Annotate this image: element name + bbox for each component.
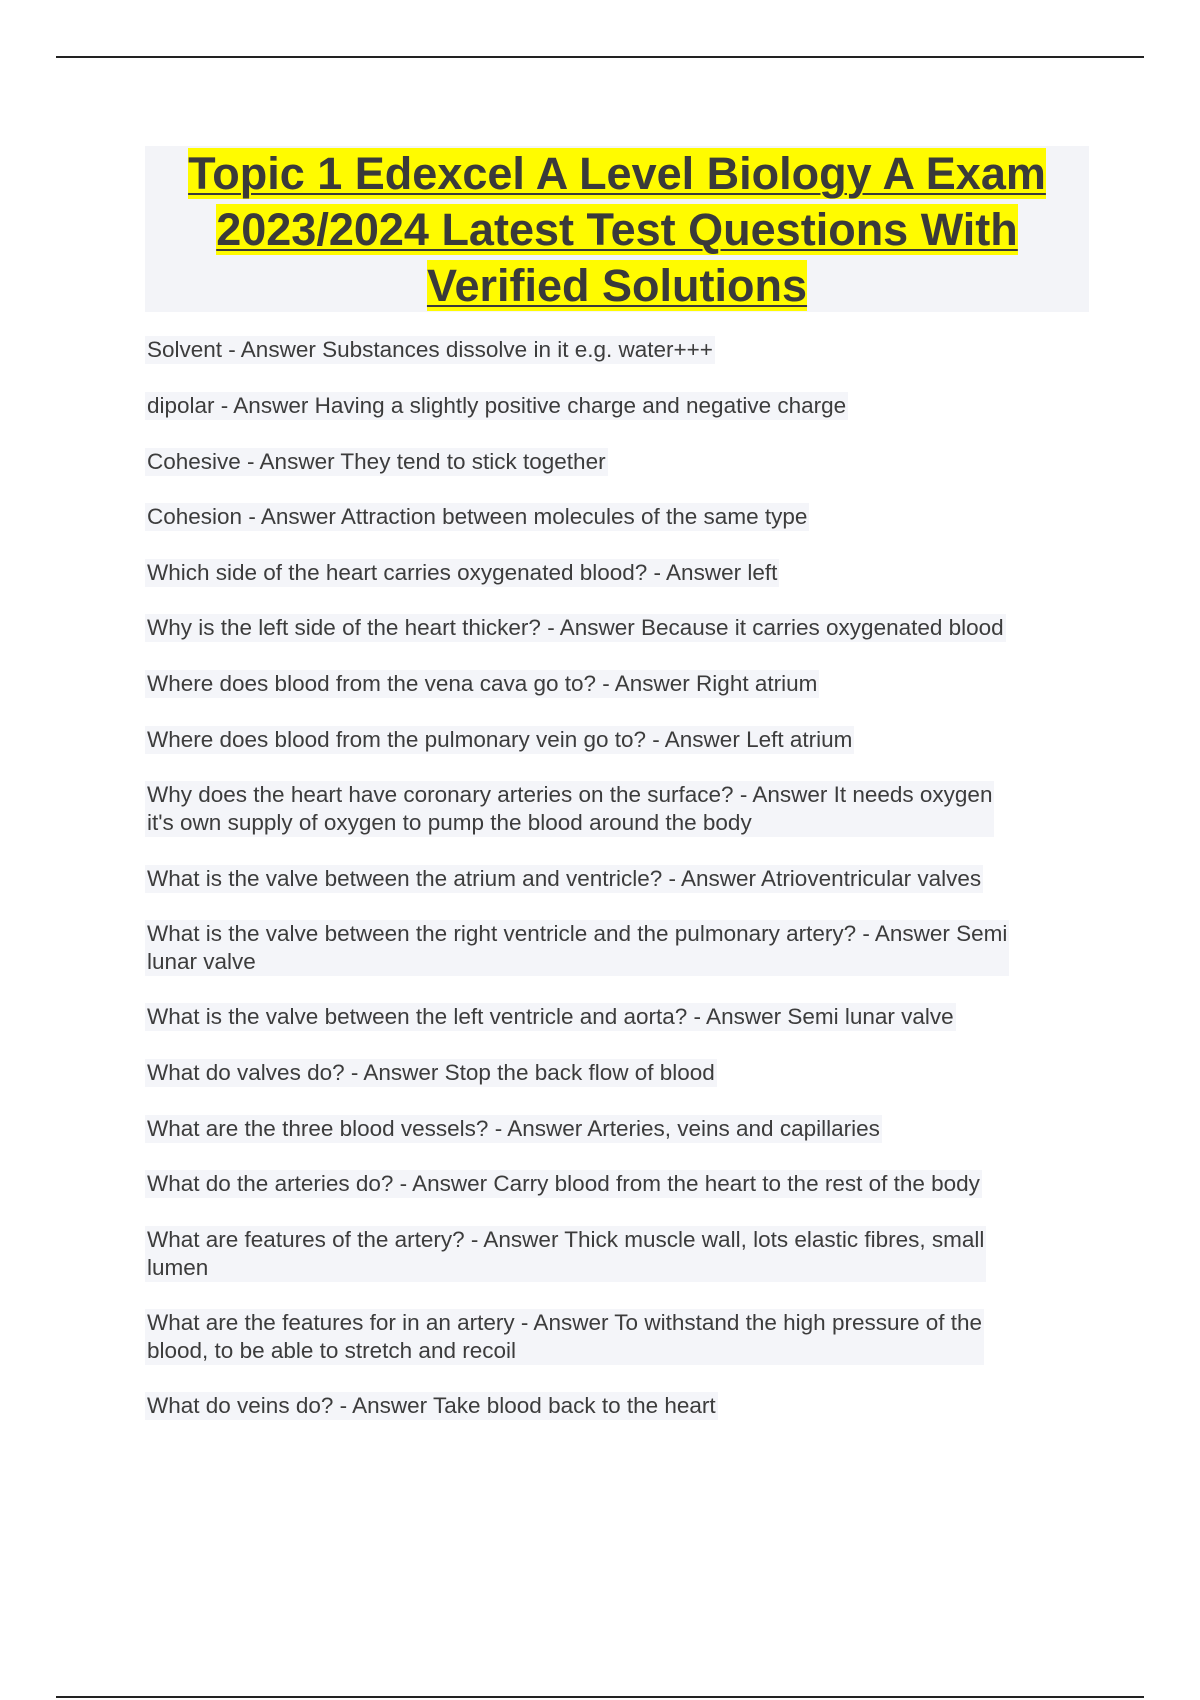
document-title — [145, 146, 1089, 312]
title-text: Verified Solutions — [426, 260, 808, 311]
qa-text: What are the three blood vessels? - Answer Arteries, veins and capillaries — [147, 1116, 880, 1141]
qa-text: lunar valve — [147, 949, 256, 974]
qa-item — [145, 670, 819, 698]
qa-text: What is the valve between the atrium and ventricle? - Answer Atrioventricular valves — [147, 866, 982, 891]
top-divider — [56, 56, 1144, 58]
qa-item — [145, 1226, 986, 1282]
qa-text: What do valves do? - Answer Stop the back flow of blood — [147, 1060, 715, 1085]
title-line-2 — [145, 202, 1089, 258]
qa-item — [145, 503, 809, 531]
title-line-1 — [145, 146, 1089, 202]
qa-text: it's own supply of oxygen to pump the blood around the body — [147, 810, 752, 835]
bottom-divider — [56, 1696, 1144, 1698]
qa-item — [145, 781, 994, 837]
qa-item — [145, 559, 779, 587]
qa-item — [145, 336, 715, 364]
qa-item — [145, 865, 983, 893]
qa-text: What is the valve between the left ventricle and aorta? - Answer Semi lunar valve — [147, 1004, 954, 1029]
qa-text: Why does the heart have coronary arteries on the surface? - Answer It needs oxygen — [147, 782, 993, 807]
qa-text: Cohesion - Answer Attraction between molecules of the same type — [147, 504, 808, 529]
qa-text: What are the features for in an artery - Answer To withstand the high pressure of the — [147, 1310, 983, 1335]
qa-text: What do the arteries do? - Answer Carry blood from the heart to the rest of the body — [147, 1171, 980, 1196]
qa-text: Why is the left side of the heart thicker? - Answer Because it carries oxygenated blood — [147, 615, 1004, 640]
qa-item — [145, 614, 1006, 642]
qa-item — [145, 1170, 982, 1198]
qa-text: Where does blood from the pulmonary vein go to? - Answer Left atrium — [147, 727, 853, 752]
qa-text: What is the valve between the right ventricle and the pulmonary artery? - Answer Semi — [147, 921, 1008, 946]
qa-item — [145, 1392, 718, 1420]
qa-text: What are features of the artery? - Answer Thick muscle wall, lots elastic fibres, small — [147, 1227, 985, 1252]
qa-item — [145, 1115, 882, 1143]
qa-item — [145, 1003, 956, 1031]
qa-text: blood, to be able to stretch and recoil — [147, 1338, 516, 1363]
qa-text: lumen — [147, 1255, 209, 1280]
qa-item — [145, 726, 854, 754]
qa-text: dipolar - Answer Having a slightly positive charge and negative charge — [147, 393, 847, 418]
title-text: 2023/2024 Latest Test Questions With — [216, 204, 1018, 255]
qa-item — [145, 392, 848, 420]
qa-item — [145, 920, 1009, 976]
title-text: Topic 1 Edexcel A Level Biology A Exam — [188, 148, 1046, 199]
title-line-3 — [145, 258, 1089, 314]
qa-text: What do veins do? - Answer Take blood back to the heart — [147, 1393, 716, 1418]
qa-text: Which side of the heart carries oxygenated blood? - Answer left — [147, 560, 778, 585]
qa-text: Where does blood from the vena cava go to? - Answer Right atrium — [147, 671, 818, 696]
qa-item — [145, 448, 608, 476]
qa-item — [145, 1059, 717, 1087]
qa-item — [145, 1309, 984, 1365]
qa-text: Cohesive - Answer They tend to stick together — [147, 449, 606, 474]
qa-text: Solvent - Answer Substances dissolve in it e.g. water+++ — [147, 337, 713, 362]
